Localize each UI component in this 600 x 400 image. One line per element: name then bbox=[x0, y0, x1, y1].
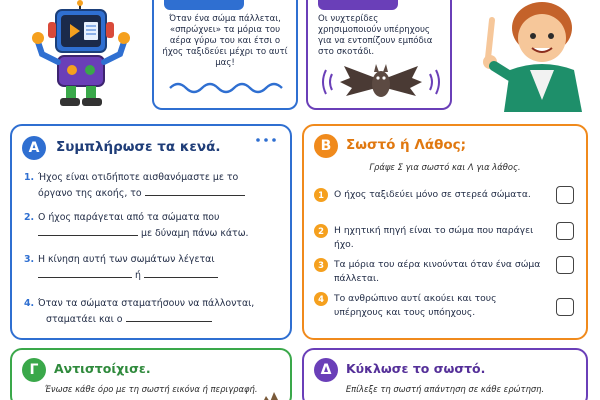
answer-blank[interactable] bbox=[144, 268, 218, 278]
section-title: Σωστό ή Λάθος; bbox=[346, 137, 467, 153]
item-number: 2 bbox=[314, 224, 328, 238]
section-title: Κύκλωσε το σωστό. bbox=[346, 361, 486, 376]
answer-checkbox[interactable] bbox=[556, 298, 574, 316]
item-text: ή bbox=[134, 270, 141, 281]
section-letter-badge: Γ bbox=[22, 358, 46, 382]
section-b-true-false bbox=[302, 124, 588, 340]
card-tab bbox=[318, 0, 398, 10]
section-instruction: Γράψε Σ για σωστό και Λ για λάθος. bbox=[369, 162, 521, 172]
section-letter-badge: Δ bbox=[314, 358, 338, 382]
item-text: Η κίνηση αυτή των σωμάτων λέγεται bbox=[38, 254, 215, 265]
fill-item bbox=[24, 252, 278, 284]
section-title: Αντιστοίχισε. bbox=[54, 361, 151, 376]
sound-info-card bbox=[152, 0, 298, 110]
answer-blank[interactable] bbox=[145, 186, 245, 196]
answer-checkbox[interactable] bbox=[556, 186, 574, 204]
item-number: 4. bbox=[24, 298, 35, 309]
item-statement: Τα μόρια του αέρα κινούνται όταν ένα σώμα πάλλεται. bbox=[334, 259, 541, 284]
section-a-fill-blanks bbox=[10, 124, 292, 340]
section-instruction: Επίλεξε τη σωστή απάντηση σε κάθε ερώτηση. bbox=[345, 384, 545, 394]
answer-checkbox[interactable] bbox=[556, 222, 574, 240]
item-text: σταματάει και ο bbox=[46, 314, 123, 325]
item-text: Ήχος είναι οτιδήποτε αισθανόμαστε με το bbox=[38, 172, 239, 183]
section-letter-badge: Α bbox=[22, 136, 46, 160]
item-statement: Ο ήχος ταξιδεύει μόνο σε στερεά σώματα. bbox=[334, 189, 531, 200]
card-tab bbox=[164, 0, 244, 10]
bat-icon bbox=[316, 58, 446, 106]
sound-wave-icon bbox=[168, 78, 286, 98]
item-text: με δύναμη πάνω κάτω. bbox=[140, 228, 249, 239]
item-number: 1. bbox=[24, 172, 35, 183]
item-statement: Το ανθρώπινο αυτί ακούει και τους υπέρηχους και τους υπόηχους. bbox=[334, 293, 497, 318]
item-text: Ο ήχος παράγεται από τα σώματα που bbox=[38, 212, 220, 223]
item-number: 3 bbox=[314, 258, 328, 272]
animal-icon bbox=[256, 390, 286, 400]
answer-blank[interactable] bbox=[38, 226, 138, 236]
item-statement: Η ηχητική πηγή είναι το σώμα που παράγει ήχο. bbox=[334, 225, 534, 250]
item-number: 3. bbox=[24, 254, 35, 265]
answer-blank[interactable] bbox=[38, 268, 132, 278]
item-number: 1 bbox=[314, 188, 328, 202]
section-instruction: Ένωσε κάθε όρο με τη σωστή εικόνα ή περιγραφή. bbox=[44, 384, 258, 394]
bat-info-card bbox=[306, 0, 452, 110]
section-d-circle-correct bbox=[302, 348, 588, 400]
boy-illustration bbox=[470, 0, 600, 112]
item-text: Όταν τα σώματα σταματήσουν να πάλλονται, bbox=[38, 298, 255, 309]
robot-illustration bbox=[28, 0, 133, 108]
sound-info-text: Όταν ένα σώμα πάλλεται, «σπρώχνει» τα μόρια του αέρα γύρω του και έτσι ο ήχος ταξιδεύει μέχρι το αυτί μας! bbox=[162, 14, 288, 68]
item-text: όργανο της ακοής, το bbox=[38, 188, 142, 199]
answer-blank[interactable] bbox=[126, 312, 212, 322]
section-c-matching bbox=[10, 348, 292, 400]
section-letter-badge: Β bbox=[314, 134, 338, 158]
bat-info-text: Οι νυχτερίδες χρησιμοποιούν υπέρηχους για να εντοπίζουν εμπόδια στο σκοτάδι. bbox=[318, 14, 433, 57]
item-number: 4 bbox=[314, 292, 328, 306]
item-number: 2. bbox=[24, 212, 35, 223]
decorative-dots bbox=[254, 136, 278, 148]
section-title: Συμπλήρωσε τα κενά. bbox=[56, 139, 221, 155]
fill-item bbox=[24, 210, 278, 242]
answer-checkbox[interactable] bbox=[556, 256, 574, 274]
fill-item bbox=[24, 296, 278, 328]
fill-item bbox=[24, 170, 278, 202]
